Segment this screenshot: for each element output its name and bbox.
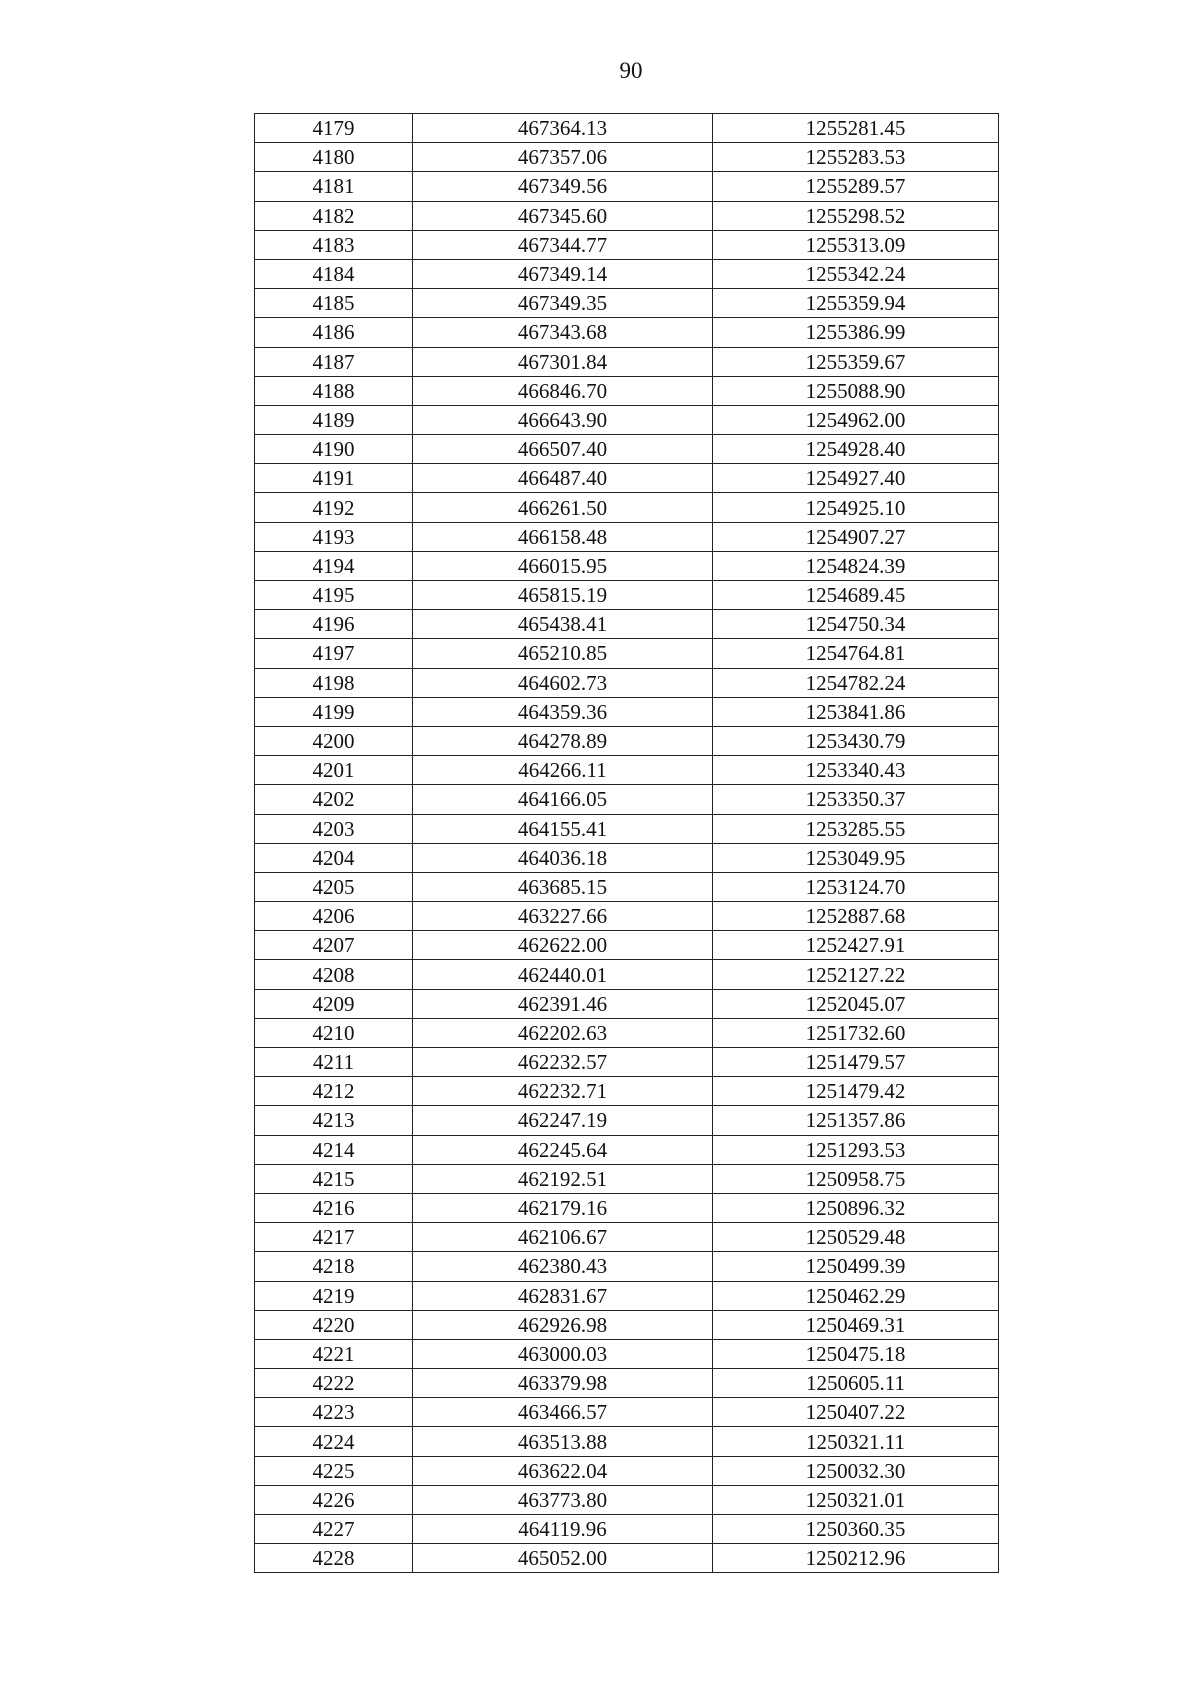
- table-row: [255, 902, 999, 931]
- x-coordinate-cell: 464166.05: [413, 785, 713, 814]
- point-number-cell: 4180: [255, 143, 413, 172]
- point-number-cell: 4208: [255, 960, 413, 989]
- x-coordinate-cell: 465815.19: [413, 581, 713, 610]
- table-row: [255, 610, 999, 639]
- x-coordinate-cell: 463513.88: [413, 1427, 713, 1456]
- table-row: [255, 756, 999, 785]
- x-coordinate-cell: 467301.84: [413, 347, 713, 376]
- table-row: [255, 668, 999, 697]
- y-coordinate-cell: 1254927.40: [713, 464, 999, 493]
- point-number-cell: 4228: [255, 1544, 413, 1573]
- table-row: [255, 1456, 999, 1485]
- table-row: [255, 289, 999, 318]
- x-coordinate-cell: 466487.40: [413, 464, 713, 493]
- x-coordinate-cell: 467349.35: [413, 289, 713, 318]
- table-row: [255, 1048, 999, 1077]
- x-coordinate-cell: 467364.13: [413, 114, 713, 143]
- y-coordinate-cell: 1250499.39: [713, 1252, 999, 1281]
- table-row: [255, 814, 999, 843]
- y-coordinate-cell: 1250407.22: [713, 1398, 999, 1427]
- table-row: [255, 259, 999, 288]
- table-row: [255, 405, 999, 434]
- table-row: [255, 435, 999, 464]
- point-number-cell: 4184: [255, 259, 413, 288]
- y-coordinate-cell: 1253340.43: [713, 756, 999, 785]
- y-coordinate-cell: 1250529.48: [713, 1223, 999, 1252]
- x-coordinate-cell: 464266.11: [413, 756, 713, 785]
- table-row: [255, 872, 999, 901]
- table-row: [255, 114, 999, 143]
- y-coordinate-cell: 1250321.01: [713, 1485, 999, 1514]
- y-coordinate-cell: 1250605.11: [713, 1369, 999, 1398]
- table-row: [255, 697, 999, 726]
- x-coordinate-cell: 462247.19: [413, 1106, 713, 1135]
- point-number-cell: 4199: [255, 697, 413, 726]
- point-number-cell: 4222: [255, 1369, 413, 1398]
- x-coordinate-cell: 466158.48: [413, 522, 713, 551]
- x-coordinate-cell: 462202.63: [413, 1018, 713, 1047]
- table-row: [255, 347, 999, 376]
- point-number-cell: 4192: [255, 493, 413, 522]
- table-row: [255, 726, 999, 755]
- x-coordinate-cell: 465438.41: [413, 610, 713, 639]
- y-coordinate-cell: 1255283.53: [713, 143, 999, 172]
- table-row: [255, 960, 999, 989]
- point-number-cell: 4181: [255, 172, 413, 201]
- x-coordinate-cell: 462232.71: [413, 1077, 713, 1106]
- x-coordinate-cell: 463466.57: [413, 1398, 713, 1427]
- table-row: [255, 843, 999, 872]
- y-coordinate-cell: 1250896.32: [713, 1193, 999, 1222]
- y-coordinate-cell: 1253841.86: [713, 697, 999, 726]
- y-coordinate-cell: 1254962.00: [713, 405, 999, 434]
- y-coordinate-cell: 1254907.27: [713, 522, 999, 551]
- y-coordinate-cell: 1252427.91: [713, 931, 999, 960]
- x-coordinate-cell: 466015.95: [413, 551, 713, 580]
- point-number-cell: 4203: [255, 814, 413, 843]
- x-coordinate-cell: 463622.04: [413, 1456, 713, 1485]
- y-coordinate-cell: 1255359.67: [713, 347, 999, 376]
- x-coordinate-cell: 464119.96: [413, 1515, 713, 1544]
- y-coordinate-cell: 1250321.11: [713, 1427, 999, 1456]
- table-row: [255, 1106, 999, 1135]
- point-number-cell: 4197: [255, 639, 413, 668]
- table-row: [255, 1223, 999, 1252]
- coordinates-table: [254, 113, 999, 1573]
- x-coordinate-cell: 464036.18: [413, 843, 713, 872]
- y-coordinate-cell: 1255342.24: [713, 259, 999, 288]
- table-row: [255, 1135, 999, 1164]
- point-number-cell: 4210: [255, 1018, 413, 1047]
- y-coordinate-cell: 1253124.70: [713, 872, 999, 901]
- point-number-cell: 4225: [255, 1456, 413, 1485]
- table-row: [255, 1018, 999, 1047]
- table-row: [255, 1193, 999, 1222]
- y-coordinate-cell: 1254750.34: [713, 610, 999, 639]
- point-number-cell: 4212: [255, 1077, 413, 1106]
- point-number-cell: 4226: [255, 1485, 413, 1514]
- table-row: [255, 639, 999, 668]
- y-coordinate-cell: 1255088.90: [713, 376, 999, 405]
- y-coordinate-cell: 1254928.40: [713, 435, 999, 464]
- point-number-cell: 4224: [255, 1427, 413, 1456]
- point-number-cell: 4198: [255, 668, 413, 697]
- x-coordinate-cell: 462232.57: [413, 1048, 713, 1077]
- y-coordinate-cell: 1254782.24: [713, 668, 999, 697]
- y-coordinate-cell: 1255298.52: [713, 201, 999, 230]
- y-coordinate-cell: 1253350.37: [713, 785, 999, 814]
- page-number: 90: [619, 58, 643, 83]
- y-coordinate-cell: 1250469.31: [713, 1310, 999, 1339]
- table-row: [255, 1281, 999, 1310]
- x-coordinate-cell: 463000.03: [413, 1339, 713, 1368]
- point-number-cell: 4205: [255, 872, 413, 901]
- point-number-cell: 4216: [255, 1193, 413, 1222]
- y-coordinate-cell: 1255386.99: [713, 318, 999, 347]
- y-coordinate-cell: 1253285.55: [713, 814, 999, 843]
- point-number-cell: 4186: [255, 318, 413, 347]
- y-coordinate-cell: 1250475.18: [713, 1339, 999, 1368]
- table-row: [255, 172, 999, 201]
- x-coordinate-cell: 467345.60: [413, 201, 713, 230]
- point-number-cell: 4182: [255, 201, 413, 230]
- x-coordinate-cell: 463773.80: [413, 1485, 713, 1514]
- x-coordinate-cell: 466643.90: [413, 405, 713, 434]
- table-row: [255, 464, 999, 493]
- y-coordinate-cell: 1254824.39: [713, 551, 999, 580]
- point-number-cell: 4217: [255, 1223, 413, 1252]
- x-coordinate-cell: 462192.51: [413, 1164, 713, 1193]
- point-number-cell: 4221: [255, 1339, 413, 1368]
- point-number-cell: 4218: [255, 1252, 413, 1281]
- table-row: [255, 230, 999, 259]
- point-number-cell: 4220: [255, 1310, 413, 1339]
- point-number-cell: 4187: [255, 347, 413, 376]
- x-coordinate-cell: 467343.68: [413, 318, 713, 347]
- x-coordinate-cell: 467349.56: [413, 172, 713, 201]
- table-row: [255, 376, 999, 405]
- point-number-cell: 4193: [255, 522, 413, 551]
- y-coordinate-cell: 1250958.75: [713, 1164, 999, 1193]
- y-coordinate-cell: 1250212.96: [713, 1544, 999, 1573]
- table-row: [255, 1077, 999, 1106]
- table-row: [255, 1515, 999, 1544]
- y-coordinate-cell: 1251732.60: [713, 1018, 999, 1047]
- point-number-cell: 4214: [255, 1135, 413, 1164]
- x-coordinate-cell: 464602.73: [413, 668, 713, 697]
- y-coordinate-cell: 1253049.95: [713, 843, 999, 872]
- x-coordinate-cell: 464359.36: [413, 697, 713, 726]
- y-coordinate-cell: 1251293.53: [713, 1135, 999, 1164]
- point-number-cell: 4189: [255, 405, 413, 434]
- table-row: [255, 1427, 999, 1456]
- point-number-cell: 4190: [255, 435, 413, 464]
- point-number-cell: 4195: [255, 581, 413, 610]
- table-row: [255, 1339, 999, 1368]
- x-coordinate-cell: 462440.01: [413, 960, 713, 989]
- x-coordinate-cell: 463227.66: [413, 902, 713, 931]
- table-row: [255, 785, 999, 814]
- y-coordinate-cell: 1255281.45: [713, 114, 999, 143]
- y-coordinate-cell: 1252887.68: [713, 902, 999, 931]
- x-coordinate-cell: 462926.98: [413, 1310, 713, 1339]
- y-coordinate-cell: 1255359.94: [713, 289, 999, 318]
- x-coordinate-cell: 465052.00: [413, 1544, 713, 1573]
- x-coordinate-cell: 466261.50: [413, 493, 713, 522]
- table-row: [255, 1164, 999, 1193]
- x-coordinate-cell: 464155.41: [413, 814, 713, 843]
- x-coordinate-cell: 467357.06: [413, 143, 713, 172]
- point-number-cell: 4215: [255, 1164, 413, 1193]
- x-coordinate-cell: 464278.89: [413, 726, 713, 755]
- y-coordinate-cell: 1254689.45: [713, 581, 999, 610]
- x-coordinate-cell: 466507.40: [413, 435, 713, 464]
- table-row: [255, 581, 999, 610]
- table-row: [255, 1398, 999, 1427]
- x-coordinate-cell: 467349.14: [413, 259, 713, 288]
- point-number-cell: 4211: [255, 1048, 413, 1077]
- point-number-cell: 4201: [255, 756, 413, 785]
- y-coordinate-cell: 1251357.86: [713, 1106, 999, 1135]
- point-number-cell: 4227: [255, 1515, 413, 1544]
- point-number-cell: 4213: [255, 1106, 413, 1135]
- table-row: [255, 989, 999, 1018]
- x-coordinate-cell: 462179.16: [413, 1193, 713, 1222]
- point-number-cell: 4207: [255, 931, 413, 960]
- y-coordinate-cell: 1253430.79: [713, 726, 999, 755]
- table-row: [255, 1485, 999, 1514]
- y-coordinate-cell: 1254925.10: [713, 493, 999, 522]
- point-number-cell: 4219: [255, 1281, 413, 1310]
- y-coordinate-cell: 1254764.81: [713, 639, 999, 668]
- x-coordinate-cell: 466846.70: [413, 376, 713, 405]
- x-coordinate-cell: 462831.67: [413, 1281, 713, 1310]
- table-row: [255, 522, 999, 551]
- y-coordinate-cell: 1250360.35: [713, 1515, 999, 1544]
- y-coordinate-cell: 1251479.42: [713, 1077, 999, 1106]
- x-coordinate-cell: 467344.77: [413, 230, 713, 259]
- point-number-cell: 4206: [255, 902, 413, 931]
- table-row: [255, 931, 999, 960]
- table-row: [255, 1252, 999, 1281]
- x-coordinate-cell: 463685.15: [413, 872, 713, 901]
- y-coordinate-cell: 1255289.57: [713, 172, 999, 201]
- table-row: [255, 143, 999, 172]
- x-coordinate-cell: 462622.00: [413, 931, 713, 960]
- x-coordinate-cell: 462245.64: [413, 1135, 713, 1164]
- point-number-cell: 4204: [255, 843, 413, 872]
- y-coordinate-cell: 1250462.29: [713, 1281, 999, 1310]
- x-coordinate-cell: 462391.46: [413, 989, 713, 1018]
- point-number-cell: 4223: [255, 1398, 413, 1427]
- y-coordinate-cell: 1255313.09: [713, 230, 999, 259]
- point-number-cell: 4185: [255, 289, 413, 318]
- point-number-cell: 4179: [255, 114, 413, 143]
- y-coordinate-cell: 1251479.57: [713, 1048, 999, 1077]
- y-coordinate-cell: 1252127.22: [713, 960, 999, 989]
- point-number-cell: 4188: [255, 376, 413, 405]
- point-number-cell: 4200: [255, 726, 413, 755]
- table-row: [255, 201, 999, 230]
- point-number-cell: 4202: [255, 785, 413, 814]
- x-coordinate-cell: 462380.43: [413, 1252, 713, 1281]
- table-row: [255, 1310, 999, 1339]
- point-number-cell: 4194: [255, 551, 413, 580]
- point-number-cell: 4191: [255, 464, 413, 493]
- x-coordinate-cell: 465210.85: [413, 639, 713, 668]
- x-coordinate-cell: 463379.98: [413, 1369, 713, 1398]
- table-body: [255, 114, 999, 1573]
- table-row: [255, 318, 999, 347]
- point-number-cell: 4183: [255, 230, 413, 259]
- point-number-cell: 4209: [255, 989, 413, 1018]
- point-number-cell: 4196: [255, 610, 413, 639]
- table-row: [255, 1544, 999, 1573]
- table-row: [255, 551, 999, 580]
- table-row: [255, 493, 999, 522]
- y-coordinate-cell: 1252045.07: [713, 989, 999, 1018]
- y-coordinate-cell: 1250032.30: [713, 1456, 999, 1485]
- x-coordinate-cell: 462106.67: [413, 1223, 713, 1252]
- table-row: [255, 1369, 999, 1398]
